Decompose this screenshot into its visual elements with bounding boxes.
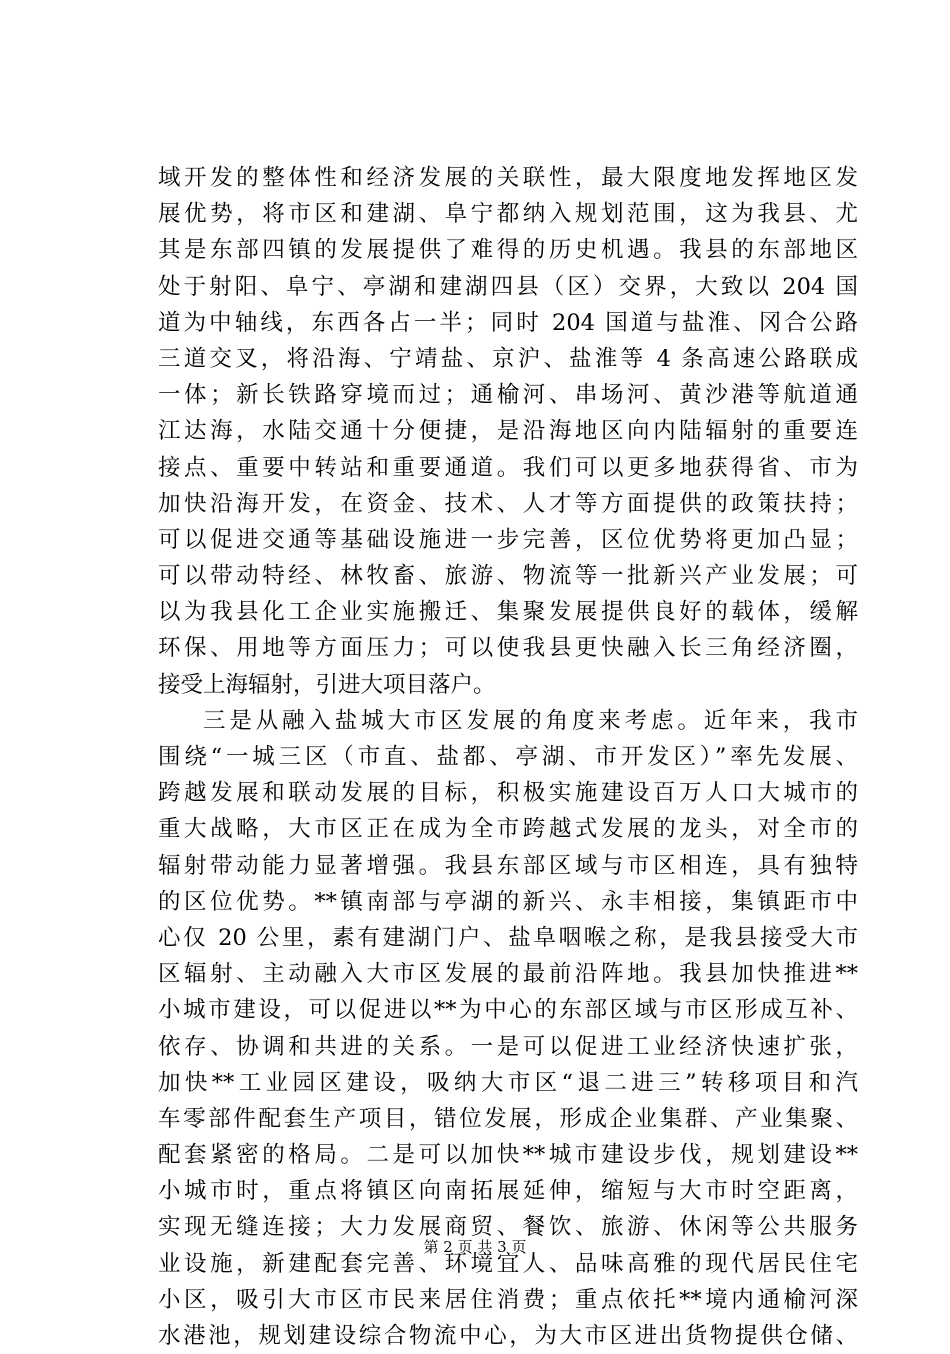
text-line: 实现无缝连接；大力发展商贸、餐饮、旅游、休闲等公共服务 xyxy=(158,1214,858,1241)
text-line: 环保、用地等方面压力；可以使我县更快融入长三角经济圈， xyxy=(158,635,858,662)
text-line: 车零部件配套生产项目，错位发展，形成企业集群、产业集聚、 xyxy=(158,1105,858,1132)
text-line: 接点、重要中转站和重要通道。我们可以更多地获得省、市为 xyxy=(158,454,858,481)
text-line: 江达海，水陆交通十分便捷，是沿海地区向内陆辐射的重要连 xyxy=(158,418,858,445)
text-line: 道为中轴线，东西各占一半；同时 204 国道与盐淮、冈合公路 xyxy=(158,309,858,336)
text-line: 区辐射、主动融入大市区发展的最前沿阵地。我县加快推进** xyxy=(158,961,858,988)
text-line: 水港池，规划建设综合物流中心，为大市区进出货物提供仓储、 xyxy=(158,1323,858,1349)
text-line: 加快**工业园区建设，吸纳大市区“退二进三”转移项目和汽 xyxy=(158,1069,858,1096)
body-text xyxy=(158,160,858,1354)
text-line: 围绕“一城三区（市直、盐都、亭湖、市开发区）”率先发展、 xyxy=(158,744,858,770)
text-line: 三道交叉，将沿海、宁靖盐、京沪、盐淮等 4 条高速公路联成 xyxy=(158,345,858,372)
text-line: 可以带动特经、林牧畜、旅游、物流等一批新兴产业发展；可 xyxy=(158,563,858,590)
text-line: 其是东部四镇的发展提供了难得的历史机遇。我县的东部地区 xyxy=(158,237,858,264)
page-number-footer: 第 2 页 共 3 页 xyxy=(423,1238,527,1256)
text-line: 跨越发展和联动发展的目标，积极实施建设百万人口大城市的 xyxy=(158,780,858,807)
text-line: 心仅 20 公里，素有建湖门户、盐阜咽喉之称，是我县接受大市 xyxy=(158,924,858,951)
text-line: 以为我县化工企业实施搬迁、集聚发展提供良好的载体，缓解 xyxy=(158,599,858,626)
text-line: 加快沿海开发，在资金、技术、人才等方面提供的政策扶持； xyxy=(158,490,858,517)
text-line: 展优势，将市区和建湖、阜宁都纳入规划范围，这为我县、尤 xyxy=(158,201,858,228)
text-line: 一体；新长铁路穿境而过；通榆河、串场河、黄沙港等航道通 xyxy=(158,382,858,409)
text-line: 域开发的整体性和经济发展的关联性，最大限度地发挥地区发 xyxy=(158,165,858,191)
text-line: 处于射阳、阜宁、亭湖和建湖四县（区）交界，大致以 204 国 xyxy=(158,273,858,300)
text-line: 配套紧密的格局。二是可以加快**城市建设步伐，规划建设** xyxy=(158,1142,858,1169)
text-line: 小城市时，重点将镇区向南拓展延伸，缩短与大市时空距离， xyxy=(158,1178,858,1205)
text-line: 辐射带动能力显著增强。我县东部区域与市区相连，具有独特 xyxy=(158,852,858,879)
text-line: 依存、协调和共进的关系。一是可以促进工业经济快速扩张， xyxy=(158,1033,858,1060)
text-line: 的区位优势。**镇南部与亭湖的新兴、永丰相接，集镇距市中 xyxy=(158,888,858,915)
text-line: 重大战略，大市区正在成为全市跨越式发展的龙头，对全市的 xyxy=(158,816,858,843)
text-line: 业设施，新建配套完善、环境宜人、品味高雅的现代居民住宅 xyxy=(158,1250,858,1277)
text-line: 接受上海辐射，引进大项目落户。 xyxy=(158,671,496,698)
text-line: 小城市建设，可以促进以**为中心的东部区域与市区形成互补、 xyxy=(158,997,858,1024)
text-line: 可以促进交通等基础设施进一步完善，区位优势将更加凸显； xyxy=(158,526,858,553)
text-line: 小区，吸引大市区市民来居住消费；重点依托**境内通榆河深 xyxy=(158,1286,858,1313)
paragraph-start-line: 三是从融入盐城大市区发展的角度来考虑。近年来，我市 xyxy=(203,707,858,734)
